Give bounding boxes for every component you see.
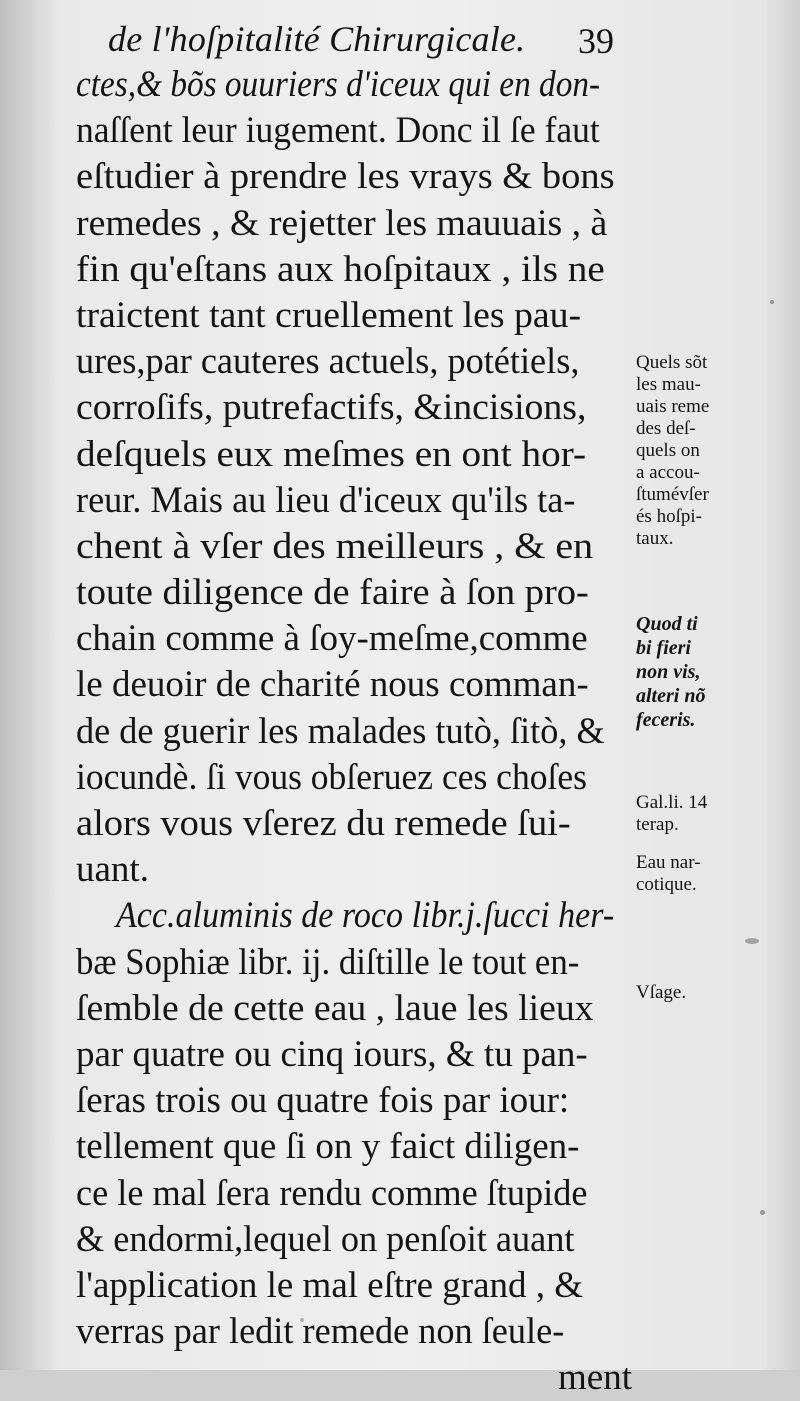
text-line: de de guerir les malades tutò, ſitò, &: [76, 710, 605, 752]
margin-note-line: les mau-: [636, 374, 701, 395]
margin-note-line: quels on: [636, 440, 700, 461]
text-line: ſeras trois ou quatre fois par iour:: [76, 1080, 570, 1122]
margin-note-line: Gal.li. 14: [636, 792, 708, 813]
margin-note-line: uais reme: [636, 396, 710, 417]
ink-speck: [300, 1318, 304, 1322]
margin-note-line: Quels sõt: [636, 352, 708, 373]
ink-speck: [770, 300, 774, 304]
margin-note-line: taux.: [636, 528, 674, 549]
text-line: remedes , & rejetter les mauuais , à: [76, 202, 608, 244]
text-line: ce le mal ſera rendu comme ſtupide: [76, 1172, 588, 1214]
text-line: & endormi,lequel on penſoit auant: [76, 1218, 575, 1260]
margin-note-line: cotique.: [636, 874, 697, 895]
text-line: bæ Sophiæ libr. ij. diſtille le tout en-: [76, 941, 580, 983]
body-text: [76, 62, 636, 1401]
text-line: toute diligence de faire à ſon pro-: [76, 572, 589, 614]
text-line: eſtudier à prendre les vrays & bons: [76, 156, 615, 198]
margin-note-eau: [636, 852, 786, 896]
text-line: reur. Mais au lieu d'iceux qu'ils ta-: [76, 479, 576, 521]
catchword: ment: [558, 1357, 632, 1399]
text-line: deſquels eux meſmes en ont hor-: [76, 433, 587, 475]
text-line: verras par ledit remede non ſeule-: [76, 1311, 565, 1353]
text-line: ures,par cauteres actuels, potétiels,: [76, 341, 580, 383]
margin-note-line: bi fieri: [636, 637, 691, 659]
recipe-line: Acc.aluminis de roco libr.j.ſucci her-: [116, 895, 615, 937]
margin-note-line: non vis,: [636, 661, 701, 683]
margin-note-line: alteri nõ: [636, 685, 706, 707]
text-line: naſſent leur iugement. Donc il ſe faut: [76, 110, 600, 152]
ink-speck: [745, 938, 759, 944]
margin-note-quels-sont: [636, 352, 786, 550]
text-line: le deuoir de charité nous comman-: [76, 664, 589, 706]
text-line: ſemble de cette eau , laue les lieux: [76, 987, 594, 1029]
margin-note-line: terap.: [636, 814, 679, 835]
text-line: ctes,& bõs ouuriers d'iceux qui en don-: [76, 64, 601, 105]
margin-note-quod-tibi: [636, 612, 786, 732]
text-line: par quatre ou cinq iours, & tu pan-: [76, 1033, 588, 1075]
ink-speck: [760, 1210, 765, 1215]
margin-note-line: ſtumévſer: [636, 484, 709, 505]
margin-note-line: a accou-: [636, 462, 700, 483]
text-line: tellement que ſi on y faict diligen-: [76, 1126, 580, 1168]
margin-note-line: des deſ-: [636, 418, 696, 439]
margin-note-line: és hoſpi-: [636, 506, 702, 527]
text-line: l'application le mal eſtre grand , &: [76, 1264, 584, 1306]
text-line: fin qu'eſtans aux hoſpitaux , ils ne: [76, 248, 605, 290]
text-line: iocundè. ſi vous obſeruez ces choſes: [76, 756, 587, 798]
text-line: alors vous vſerez du remede ſui-: [76, 803, 571, 844]
margin-note-line: Quod ti: [636, 613, 698, 635]
text-line: traictent tant cruellement les pau-: [76, 294, 582, 336]
margin-note-line: Eau nar-: [636, 852, 701, 873]
text-line: chent à vſer des meilleurs , & en: [76, 525, 594, 567]
margin-note-usage: [636, 982, 786, 1004]
margin-note-line: feceris.: [636, 709, 696, 731]
running-head: de l'hoſpitalité Chirurgicale.: [108, 19, 526, 59]
margin-note-galen: [636, 792, 786, 836]
text-line: uant.: [76, 849, 149, 891]
text-line: corroſifs, putrefactifs, &incisions,: [76, 387, 587, 429]
page-number: 39: [578, 21, 614, 61]
margin-note-line: Vſage.: [636, 982, 687, 1003]
text-line: chain comme à ſoy-meſme,comme: [76, 618, 588, 660]
